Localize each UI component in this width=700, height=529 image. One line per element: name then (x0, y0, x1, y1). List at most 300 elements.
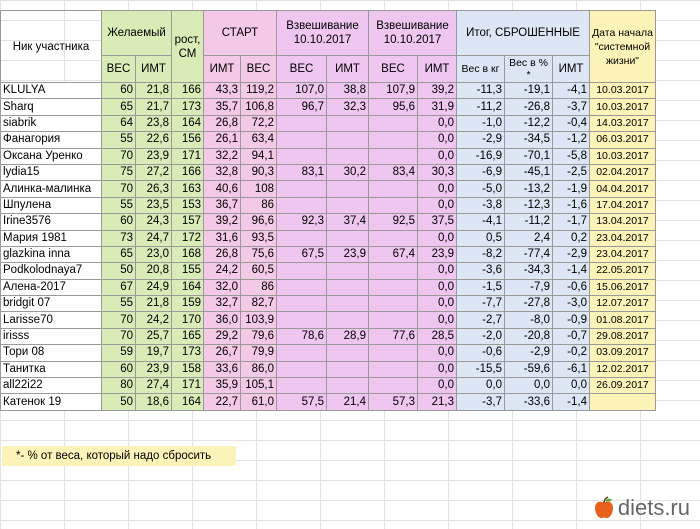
cell-weigh2-ves (369, 312, 418, 328)
cell-weigh1-imt (327, 197, 369, 213)
cell-result-kg: -11,3 (457, 83, 505, 99)
cell-result-pct: -8,0 (505, 312, 553, 328)
cell-date: 23.04.2017 (590, 246, 656, 262)
cell-date: 17.04.2017 (590, 197, 656, 213)
table-row (1, 197, 656, 213)
cell-desired-imt: 21,7 (136, 99, 172, 115)
cell-nick: irisss (1, 328, 102, 344)
cell-start-imt: 26,8 (204, 115, 241, 131)
cell-desired-ves: 60 (102, 214, 136, 230)
cell-start-ves: 108 (241, 181, 277, 197)
cell-start-ves: 79,6 (241, 328, 277, 344)
cell-date: 10.03.2017 (590, 148, 656, 164)
cell-nick: Podkolodnaya7 (1, 263, 102, 279)
cell-nick: Оксана Уренко (1, 148, 102, 164)
cell-weigh1-ves (277, 148, 327, 164)
cell-result-kg: 0,5 (457, 230, 505, 246)
cell-result-imt: -6,1 (553, 361, 590, 377)
cell-result-pct: -11,2 (505, 214, 553, 230)
cell-desired-imt: 24,3 (136, 214, 172, 230)
cell-result-imt: -0,2 (553, 345, 590, 361)
subheader-imt: ИМТ (204, 56, 241, 83)
cell-desired-ves: 55 (102, 296, 136, 312)
cell-weigh2-imt: 0,0 (418, 132, 457, 148)
cell-result-kg: -1,5 (457, 279, 505, 295)
cell-weigh2-imt: 0,0 (418, 230, 457, 246)
cell-weigh1-ves (277, 230, 327, 246)
cell-start-imt: 32,8 (204, 164, 241, 180)
cell-start-imt: 29,2 (204, 328, 241, 344)
cell-weigh2-imt: 37,5 (418, 214, 457, 230)
cell-desired-ves: 70 (102, 148, 136, 164)
cell-result-pct: -26,8 (505, 99, 553, 115)
cell-desired-ves: 55 (102, 197, 136, 213)
cell-weigh1-imt: 21,4 (327, 394, 369, 410)
cell-weigh2-imt: 0,0 (418, 279, 457, 295)
cell-result-pct: -13,2 (505, 181, 553, 197)
cell-result-kg: -3,8 (457, 197, 505, 213)
cell-weigh2-imt: 0,0 (418, 197, 457, 213)
cell-height: 153 (172, 197, 204, 213)
cell-height: 171 (172, 148, 204, 164)
cell-weigh1-imt: 32,3 (327, 99, 369, 115)
cell-result-pct: -19,1 (505, 83, 553, 99)
cell-result-kg: -1,0 (457, 115, 505, 131)
cell-start-ves: 61,0 (241, 394, 277, 410)
cell-date: 04.04.2017 (590, 181, 656, 197)
cell-weigh1-imt (327, 132, 369, 148)
cell-weigh1-imt (327, 378, 369, 394)
cell-date: 10.03.2017 (590, 99, 656, 115)
cell-result-imt: -0,6 (553, 279, 590, 295)
cell-date: 12.02.2017 (590, 361, 656, 377)
cell-result-imt: 0,2 (553, 230, 590, 246)
cell-weigh1-imt (327, 263, 369, 279)
cell-desired-imt: 26,3 (136, 181, 172, 197)
cell-weigh1-imt (327, 181, 369, 197)
cell-weigh2-ves (369, 230, 418, 246)
cell-start-ves: 86 (241, 197, 277, 213)
cell-weigh2-ves (369, 263, 418, 279)
cell-nick: siabrik (1, 115, 102, 131)
cell-nick: Алинка-малинка (1, 181, 102, 197)
cell-nick: Катенок 19 (1, 394, 102, 410)
cell-weigh1-ves: 78,6 (277, 328, 327, 344)
cell-result-kg: -7,7 (457, 296, 505, 312)
subheader-ves: ВЕС (369, 56, 418, 83)
table-row (1, 328, 656, 344)
logo-text: diets.ru (617, 495, 690, 520)
table-row (1, 230, 656, 246)
cell-start-ves: 93,5 (241, 230, 277, 246)
cell-start-ves: 90,3 (241, 164, 277, 180)
cell-weigh1-imt (327, 361, 369, 377)
cell-start-imt: 43,3 (204, 83, 241, 99)
cell-result-imt: -0,9 (553, 312, 590, 328)
subheader-imt: ИМТ (327, 56, 369, 83)
cell-weigh1-ves (277, 279, 327, 295)
cell-desired-imt: 23,8 (136, 115, 172, 131)
header-result: Итог, СБРОШЕННЫЕ (457, 11, 590, 56)
cell-weigh2-ves (369, 197, 418, 213)
cell-nick: lydia15 (1, 164, 102, 180)
cell-result-imt: -0,7 (553, 328, 590, 344)
cell-height: 155 (172, 263, 204, 279)
cell-start-ves: 82,7 (241, 296, 277, 312)
cell-desired-imt: 27,2 (136, 164, 172, 180)
table-row (1, 394, 656, 410)
cell-weigh1-ves (277, 115, 327, 131)
cell-result-imt: -1,7 (553, 214, 590, 230)
cell-weigh1-ves (277, 197, 327, 213)
cell-desired-ves: 60 (102, 83, 136, 99)
table-row (1, 312, 656, 328)
cell-weigh2-ves (369, 181, 418, 197)
cell-weigh2-ves: 83,4 (369, 164, 418, 180)
table-row (1, 361, 656, 377)
header-start: СТАРТ (204, 11, 277, 56)
cell-weigh2-imt: 28,5 (418, 328, 457, 344)
cell-weigh2-ves (369, 148, 418, 164)
cell-result-imt: -1,4 (553, 394, 590, 410)
cell-date: 02.04.2017 (590, 164, 656, 180)
cell-result-pct: -34,3 (505, 263, 553, 279)
cell-weigh2-ves: 92,5 (369, 214, 418, 230)
participants-table (0, 10, 656, 411)
cell-result-pct: 0,0 (505, 378, 553, 394)
cell-result-kg: -2,9 (457, 132, 505, 148)
cell-date: 12.07.2017 (590, 296, 656, 312)
cell-weigh1-ves: 107,0 (277, 83, 327, 99)
cell-height: 164 (172, 115, 204, 131)
cell-start-imt: 26,8 (204, 246, 241, 262)
cell-weigh2-ves (369, 115, 418, 131)
subheader-ves: ВЕС (241, 56, 277, 83)
cell-desired-imt: 21,8 (136, 296, 172, 312)
cell-weigh2-ves: 67,4 (369, 246, 418, 262)
cell-weigh1-imt (327, 279, 369, 295)
cell-desired-imt: 23,5 (136, 197, 172, 213)
cell-nick: Шпулена (1, 197, 102, 213)
cell-start-ves: 105,1 (241, 378, 277, 394)
cell-desired-ves: 65 (102, 99, 136, 115)
cell-result-kg: -6,9 (457, 164, 505, 180)
cell-result-imt: 0,0 (553, 378, 590, 394)
cell-date: 06.03.2017 (590, 132, 656, 148)
cell-date: 03.09.2017 (590, 345, 656, 361)
header-height: рост, СМ (172, 11, 204, 83)
cell-desired-ves: 75 (102, 164, 136, 180)
cell-weigh1-imt: 28,9 (327, 328, 369, 344)
cell-height: 163 (172, 181, 204, 197)
cell-start-imt: 32,2 (204, 148, 241, 164)
header-desired: Желаемый (102, 11, 172, 56)
cell-start-imt: 33,6 (204, 361, 241, 377)
cell-result-kg: -2,7 (457, 312, 505, 328)
cell-weigh1-imt: 30,2 (327, 164, 369, 180)
cell-weigh2-imt: 0,0 (418, 115, 457, 131)
table-row (1, 132, 656, 148)
cell-weigh1-imt (327, 148, 369, 164)
cell-weigh1-imt: 37,4 (327, 214, 369, 230)
cell-weigh2-ves: 77,6 (369, 328, 418, 344)
header-weigh2: Взвешивание 10.10.2017 (369, 11, 457, 56)
cell-result-pct: -12,3 (505, 197, 553, 213)
cell-height: 164 (172, 279, 204, 295)
cell-desired-imt: 23,9 (136, 361, 172, 377)
cell-start-imt: 31,6 (204, 230, 241, 246)
cell-weigh1-imt (327, 312, 369, 328)
cell-weigh2-imt: 0,0 (418, 378, 457, 394)
cell-start-ves: 106,8 (241, 99, 277, 115)
cell-nick: Irine3576 (1, 214, 102, 230)
cell-desired-imt: 23,0 (136, 246, 172, 262)
header-weigh1: Взвешивание 10.10.2017 (277, 11, 369, 56)
cell-height: 173 (172, 99, 204, 115)
subheader-imt: ИМТ (136, 56, 172, 83)
cell-start-imt: 22,7 (204, 394, 241, 410)
cell-start-imt: 24,2 (204, 263, 241, 279)
cell-result-pct: -59,6 (505, 361, 553, 377)
cell-result-imt: -0,4 (553, 115, 590, 131)
table-row (1, 345, 656, 361)
cell-desired-imt: 18,6 (136, 394, 172, 410)
cell-height: 159 (172, 296, 204, 312)
cell-result-imt: -2,9 (553, 246, 590, 262)
cell-weigh1-ves (277, 361, 327, 377)
cell-desired-imt: 23,9 (136, 148, 172, 164)
table-row (1, 214, 656, 230)
subheader-imt: ИМТ (553, 56, 590, 83)
cell-result-pct: -34,5 (505, 132, 553, 148)
cell-weigh2-ves: 107,9 (369, 83, 418, 99)
cell-result-imt: -4,1 (553, 83, 590, 99)
cell-result-kg: -3,7 (457, 394, 505, 410)
cell-weigh2-imt: 0,0 (418, 361, 457, 377)
cell-weigh2-imt: 0,0 (418, 345, 457, 361)
cell-result-pct: -12,2 (505, 115, 553, 131)
cell-desired-ves: 67 (102, 279, 136, 295)
cell-result-imt: -1,6 (553, 197, 590, 213)
cell-start-imt: 35,7 (204, 99, 241, 115)
cell-result-pct: -20,8 (505, 328, 553, 344)
cell-weigh1-ves (277, 263, 327, 279)
cell-height: 164 (172, 394, 204, 410)
cell-date: 10.03.2017 (590, 83, 656, 99)
cell-result-pct: -33,6 (505, 394, 553, 410)
cell-desired-imt: 24,2 (136, 312, 172, 328)
cell-height: 172 (172, 230, 204, 246)
cell-result-pct: -27,8 (505, 296, 553, 312)
cell-result-kg: -8,2 (457, 246, 505, 262)
cell-start-imt: 32,7 (204, 296, 241, 312)
cell-weigh2-ves (369, 279, 418, 295)
cell-start-ves: 103,9 (241, 312, 277, 328)
cell-nick: Мария 1981 (1, 230, 102, 246)
cell-weigh1-imt (327, 345, 369, 361)
cell-desired-imt: 27,4 (136, 378, 172, 394)
cell-height: 166 (172, 164, 204, 180)
cell-weigh2-ves (369, 378, 418, 394)
cell-start-ves: 60,5 (241, 263, 277, 279)
cell-result-kg: -3,6 (457, 263, 505, 279)
cell-height: 165 (172, 328, 204, 344)
cell-start-imt: 32,0 (204, 279, 241, 295)
cell-weigh1-ves: 67,5 (277, 246, 327, 262)
table-row (1, 164, 656, 180)
cell-weigh2-imt: 23,9 (418, 246, 457, 262)
cell-desired-imt: 22,6 (136, 132, 172, 148)
cell-desired-ves: 50 (102, 263, 136, 279)
subheader-ves: ВЕС (277, 56, 327, 83)
cell-weigh2-imt: 0,0 (418, 312, 457, 328)
table-row (1, 99, 656, 115)
table-row (1, 263, 656, 279)
cell-nick: Тори 08 (1, 345, 102, 361)
subheader-ves: ВЕС (102, 56, 136, 83)
cell-date: 15.06.2017 (590, 279, 656, 295)
cell-weigh2-ves (369, 345, 418, 361)
header-nick: Ник участника (1, 11, 102, 83)
footnote: *- % от веса, который надо сбросить (2, 446, 236, 466)
cell-start-ves: 86,0 (241, 361, 277, 377)
cell-start-imt: 26,7 (204, 345, 241, 361)
table-row (1, 115, 656, 131)
cell-date: 29.08.2017 (590, 328, 656, 344)
cell-nick: Алена-2017 (1, 279, 102, 295)
cell-start-ves: 86 (241, 279, 277, 295)
cell-start-ves: 94,1 (241, 148, 277, 164)
cell-weigh2-imt: 0,0 (418, 263, 457, 279)
cell-date: 13.04.2017 (590, 214, 656, 230)
cell-desired-imt: 19,7 (136, 345, 172, 361)
cell-height: 158 (172, 361, 204, 377)
table-row (1, 83, 656, 99)
cell-height: 173 (172, 345, 204, 361)
cell-desired-ves: 80 (102, 378, 136, 394)
table-row (1, 378, 656, 394)
cell-start-ves: 72,2 (241, 115, 277, 131)
cell-result-imt: -1,4 (553, 263, 590, 279)
cell-nick: all22i22 (1, 378, 102, 394)
subheader-ves-pct: Вес в % * (505, 56, 553, 83)
cell-desired-ves: 59 (102, 345, 136, 361)
cell-result-kg: -15,5 (457, 361, 505, 377)
cell-weigh1-ves (277, 181, 327, 197)
cell-weigh1-imt: 38,8 (327, 83, 369, 99)
cell-start-ves: 119,2 (241, 83, 277, 99)
cell-result-kg: -0,6 (457, 345, 505, 361)
cell-start-imt: 40,6 (204, 181, 241, 197)
cell-weigh2-ves: 57,3 (369, 394, 418, 410)
cell-height: 156 (172, 132, 204, 148)
cell-start-imt: 36,0 (204, 312, 241, 328)
cell-date: 14.03.2017 (590, 115, 656, 131)
cell-start-imt: 35,9 (204, 378, 241, 394)
cell-desired-imt: 21,8 (136, 83, 172, 99)
cell-desired-ves: 73 (102, 230, 136, 246)
cell-weigh1-ves: 83,1 (277, 164, 327, 180)
cell-nick: glazkina inna (1, 246, 102, 262)
cell-nick: Sharq (1, 99, 102, 115)
cell-start-imt: 26,1 (204, 132, 241, 148)
cell-nick: Larisse70 (1, 312, 102, 328)
cell-weigh1-ves: 92,3 (277, 214, 327, 230)
cell-date: 22.05.2017 (590, 263, 656, 279)
cell-start-imt: 39,2 (204, 214, 241, 230)
cell-desired-ves: 70 (102, 181, 136, 197)
cell-start-ves: 75,6 (241, 246, 277, 262)
cell-result-imt: -5,8 (553, 148, 590, 164)
cell-result-pct: -45,1 (505, 164, 553, 180)
cell-desired-imt: 20,8 (136, 263, 172, 279)
cell-weigh1-ves (277, 132, 327, 148)
cell-start-ves: 63,4 (241, 132, 277, 148)
cell-start-ves: 96,6 (241, 214, 277, 230)
cell-result-imt: -1,9 (553, 181, 590, 197)
cell-weigh2-ves: 95,6 (369, 99, 418, 115)
subheader-ves-kg: Вес в кг (457, 56, 505, 83)
cell-weigh2-imt: 31,9 (418, 99, 457, 115)
cell-weigh1-ves: 96,7 (277, 99, 327, 115)
cell-result-kg: -16,9 (457, 148, 505, 164)
cell-weigh1-imt (327, 230, 369, 246)
cell-desired-ves: 65 (102, 246, 136, 262)
table-row (1, 148, 656, 164)
cell-desired-imt: 24,7 (136, 230, 172, 246)
cell-result-pct: 2,4 (505, 230, 553, 246)
cell-weigh2-imt: 21,3 (418, 394, 457, 410)
cell-height: 170 (172, 312, 204, 328)
cell-result-kg: 0,0 (457, 378, 505, 394)
cell-result-imt: -2,5 (553, 164, 590, 180)
cell-weigh2-imt: 0,0 (418, 181, 457, 197)
cell-weigh2-ves (369, 296, 418, 312)
cell-nick: bridgit 07 (1, 296, 102, 312)
subheader-imt: ИМТ (418, 56, 457, 83)
cell-result-imt: -3,0 (553, 296, 590, 312)
cell-date: 26.09.2017 (590, 378, 656, 394)
cell-date: 23.04.2017 (590, 230, 656, 246)
cell-weigh1-imt: 23,9 (327, 246, 369, 262)
cell-result-pct: -2,9 (505, 345, 553, 361)
header-date: Дата начала "системной жизни" (590, 11, 656, 83)
cell-weigh1-ves: 57,5 (277, 394, 327, 410)
cell-result-pct: -77,4 (505, 246, 553, 262)
cell-date (590, 394, 656, 410)
cell-desired-ves: 70 (102, 328, 136, 344)
cell-weigh1-ves (277, 345, 327, 361)
cell-height: 157 (172, 214, 204, 230)
cell-weigh1-imt (327, 115, 369, 131)
cell-result-imt: -3,7 (553, 99, 590, 115)
cell-height: 171 (172, 378, 204, 394)
cell-result-kg: -5,0 (457, 181, 505, 197)
cell-weigh2-ves (369, 361, 418, 377)
cell-nick: Фанагория (1, 132, 102, 148)
cell-weigh1-ves (277, 296, 327, 312)
cell-nick: KLULYA (1, 83, 102, 99)
cell-desired-imt: 25,7 (136, 328, 172, 344)
apple-icon (594, 496, 614, 520)
table-row (1, 181, 656, 197)
cell-result-kg: -2,0 (457, 328, 505, 344)
cell-result-kg: -11,2 (457, 99, 505, 115)
cell-weigh2-imt: 30,3 (418, 164, 457, 180)
table-row (1, 279, 656, 295)
cell-height: 168 (172, 246, 204, 262)
cell-height: 166 (172, 83, 204, 99)
